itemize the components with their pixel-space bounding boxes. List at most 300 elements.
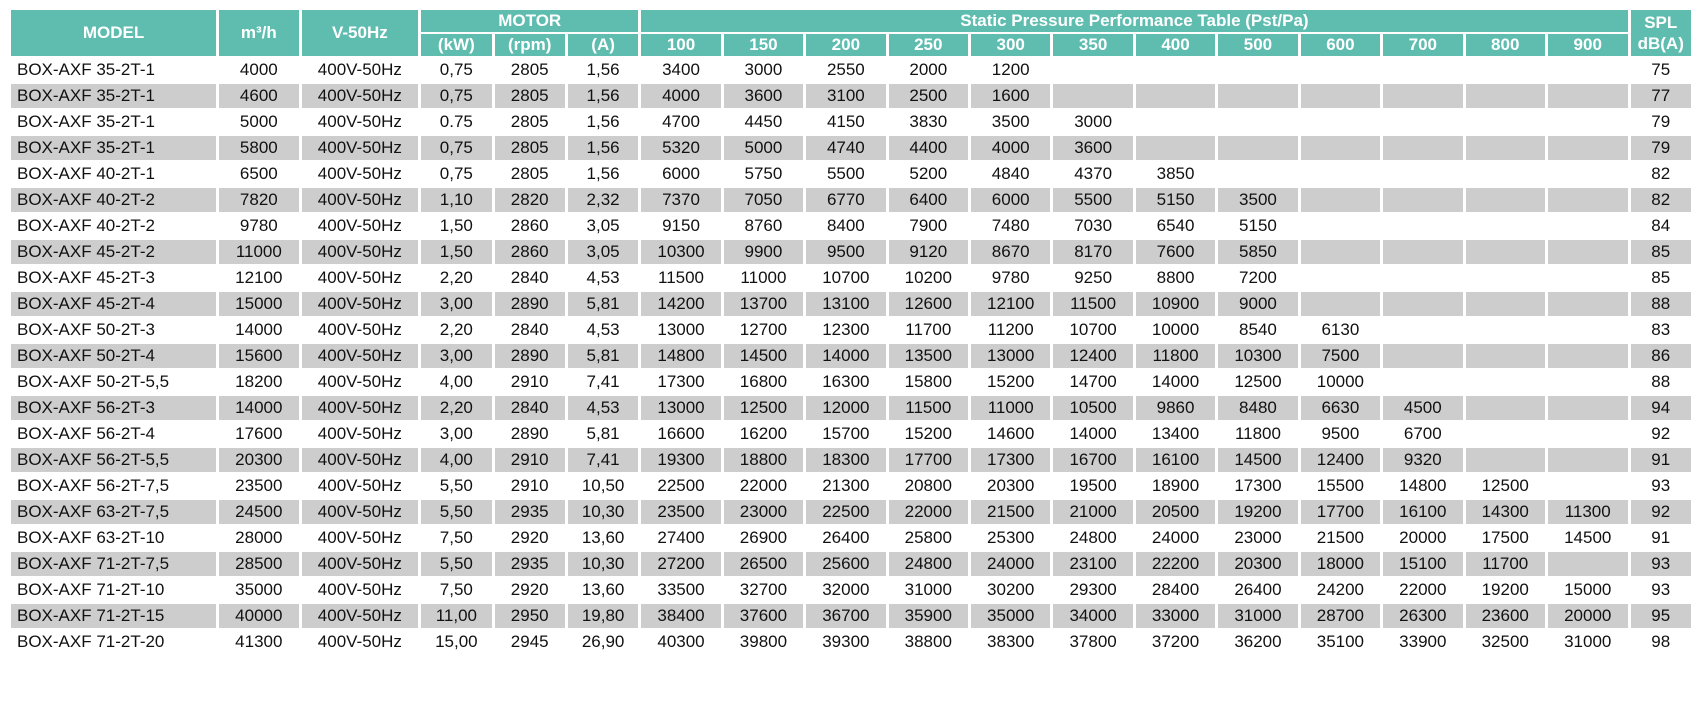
model-header: MODEL bbox=[11, 10, 216, 56]
pressure-cell: 15200 bbox=[889, 422, 968, 446]
pressure-cell: 16300 bbox=[806, 370, 885, 394]
pressure-cell: 22000 bbox=[724, 474, 803, 498]
pressure-cell: 7200 bbox=[1218, 266, 1297, 290]
pressure-cell: 25300 bbox=[971, 526, 1050, 550]
flow-cell: 5000 bbox=[219, 110, 298, 134]
flow-cell: 20300 bbox=[219, 448, 298, 472]
pressure-cell: 3600 bbox=[1053, 136, 1132, 160]
voltage-cell: 400V-50Hz bbox=[302, 526, 419, 550]
pressure-cell: 4740 bbox=[806, 136, 885, 160]
motor-rpm-cell: 2945 bbox=[495, 630, 565, 654]
pressure-cell: 35000 bbox=[971, 604, 1050, 628]
motor-kw-cell: 2,20 bbox=[421, 266, 491, 290]
model-cell: BOX-AXF 45-2T-3 bbox=[11, 266, 216, 290]
voltage-header: V-50Hz bbox=[302, 10, 419, 56]
pressure-cell bbox=[1548, 162, 1628, 186]
pressure-cell: 14800 bbox=[641, 344, 720, 368]
pressure-cell: 24800 bbox=[889, 552, 968, 576]
motor-kw-cell: 3,00 bbox=[421, 292, 491, 316]
voltage-cell: 400V-50Hz bbox=[302, 552, 419, 576]
pressure-cell: 6000 bbox=[971, 188, 1050, 212]
pressure-cell: 24200 bbox=[1301, 578, 1380, 602]
motor-rpm-cell: 2910 bbox=[495, 370, 565, 394]
pressure-cell bbox=[1301, 266, 1380, 290]
pressure-cell: 5500 bbox=[1053, 188, 1132, 212]
pressure-cell bbox=[1218, 110, 1297, 134]
pressure-cell: 28400 bbox=[1136, 578, 1215, 602]
pressure-cell: 7900 bbox=[889, 214, 968, 238]
pressure-cell bbox=[1383, 318, 1462, 342]
pressure-cell: 11000 bbox=[724, 266, 803, 290]
pressure-cell: 22000 bbox=[1383, 578, 1462, 602]
pressure-cell: 27200 bbox=[641, 552, 720, 576]
pressure-cell: 18900 bbox=[1136, 474, 1215, 498]
motor-rpm-cell: 2860 bbox=[495, 240, 565, 264]
motor-amps-cell: 4,53 bbox=[568, 266, 638, 290]
motor-amps-cell: 3,05 bbox=[568, 214, 638, 238]
pressure-cell: 14800 bbox=[1383, 474, 1462, 498]
model-cell: BOX-AXF 35-2T-1 bbox=[11, 136, 216, 160]
motor-rpm-cell: 2935 bbox=[495, 552, 565, 576]
pressure-cell bbox=[1136, 110, 1215, 134]
pressure-cell bbox=[1548, 552, 1628, 576]
pressure-cell bbox=[1301, 214, 1380, 238]
pressure-cell: 10700 bbox=[1053, 318, 1132, 342]
model-cell: BOX-AXF 63-2T-10 bbox=[11, 526, 216, 550]
flow-cell: 40000 bbox=[219, 604, 298, 628]
pressure-cell: 23000 bbox=[724, 500, 803, 524]
pressure-cell bbox=[1383, 266, 1462, 290]
motor-rpm-cell: 2840 bbox=[495, 266, 565, 290]
pressure-cell: 7050 bbox=[724, 188, 803, 212]
pressure-cell: 12700 bbox=[724, 318, 803, 342]
spl-cell: 91 bbox=[1631, 448, 1692, 472]
pressure-cell: 13400 bbox=[1136, 422, 1215, 446]
motor-rpm-cell: 2910 bbox=[495, 448, 565, 472]
pressure-cell: 6130 bbox=[1301, 318, 1380, 342]
pressure-cell: 22500 bbox=[806, 500, 885, 524]
flow-cell: 11000 bbox=[219, 240, 298, 264]
pressure-cell: 6630 bbox=[1301, 396, 1380, 420]
pressure-cell: 37200 bbox=[1136, 630, 1215, 654]
pressure-cell: 20000 bbox=[1548, 604, 1628, 628]
flow-header: m³/h bbox=[219, 10, 298, 56]
motor-kw-cell: 3,00 bbox=[421, 344, 491, 368]
table-row bbox=[11, 110, 1691, 134]
pressure-cell: 38800 bbox=[889, 630, 968, 654]
voltage-cell: 400V-50Hz bbox=[302, 422, 419, 446]
pressure-cell: 25800 bbox=[889, 526, 968, 550]
pressure-cell: 18800 bbox=[724, 448, 803, 472]
pressure-cell bbox=[1136, 84, 1215, 108]
model-cell: BOX-AXF 40-2T-2 bbox=[11, 188, 216, 212]
pressure-cell: 5200 bbox=[889, 162, 968, 186]
pressure-cell: 9500 bbox=[806, 240, 885, 264]
voltage-cell: 400V-50Hz bbox=[302, 604, 419, 628]
pressure-cell bbox=[1301, 292, 1380, 316]
pressure-cell: 7030 bbox=[1053, 214, 1132, 238]
pressure-cell: 10200 bbox=[889, 266, 968, 290]
table-row bbox=[11, 370, 1691, 394]
motor-amps-cell: 13,60 bbox=[568, 578, 638, 602]
pressure-cell: 37800 bbox=[1053, 630, 1132, 654]
pressure-cell: 6400 bbox=[889, 188, 968, 212]
spl-cell: 75 bbox=[1631, 58, 1692, 82]
pressure-cell bbox=[1218, 136, 1297, 160]
pressure-cell: 27400 bbox=[641, 526, 720, 550]
pressure-cell: 12500 bbox=[1218, 370, 1297, 394]
motor-rpm-cell: 2805 bbox=[495, 136, 565, 160]
pressure-cell: 3600 bbox=[724, 84, 803, 108]
motor-kw-cell: 7,50 bbox=[421, 526, 491, 550]
pressure-cell bbox=[1466, 84, 1545, 108]
motor-amps-cell: 1,56 bbox=[568, 110, 638, 134]
motor-rpm-cell: 2910 bbox=[495, 474, 565, 498]
pressure-cell: 14700 bbox=[1053, 370, 1132, 394]
motor-rpm-cell: 2805 bbox=[495, 162, 565, 186]
voltage-cell: 400V-50Hz bbox=[302, 266, 419, 290]
pressure-cell: 16200 bbox=[724, 422, 803, 446]
pressure-cell: 26300 bbox=[1383, 604, 1462, 628]
spl-cell: 98 bbox=[1631, 630, 1692, 654]
pressure-cell: 4450 bbox=[724, 110, 803, 134]
motor-kw-cell: 5,50 bbox=[421, 500, 491, 524]
motor-rpm-cell: 2890 bbox=[495, 344, 565, 368]
table-row bbox=[11, 344, 1691, 368]
model-cell: BOX-AXF 56-2T-3 bbox=[11, 396, 216, 420]
table-body bbox=[11, 58, 1691, 654]
flow-cell: 18200 bbox=[219, 370, 298, 394]
pressure-cell: 15700 bbox=[806, 422, 885, 446]
motor-rpm-cell: 2840 bbox=[495, 396, 565, 420]
motor-amps-cell: 4,53 bbox=[568, 318, 638, 342]
table-row bbox=[11, 552, 1691, 576]
motor-kw-cell: 0,75 bbox=[421, 58, 491, 82]
pressure-cell bbox=[1383, 292, 1462, 316]
pressure-cell: 3830 bbox=[889, 110, 968, 134]
pressure-cell: 4840 bbox=[971, 162, 1050, 186]
pressure-cell: 36200 bbox=[1218, 630, 1297, 654]
pressure-cell: 8400 bbox=[806, 214, 885, 238]
header-row-top bbox=[11, 10, 1691, 32]
pressure-cell: 5750 bbox=[724, 162, 803, 186]
pressure-cell: 19300 bbox=[641, 448, 720, 472]
motor-amps-cell: 5,81 bbox=[568, 292, 638, 316]
motor-rpm-cell: 2920 bbox=[495, 526, 565, 550]
pressure-cell: 3850 bbox=[1136, 162, 1215, 186]
pressure-cell: 5500 bbox=[806, 162, 885, 186]
voltage-cell: 400V-50Hz bbox=[302, 292, 419, 316]
model-cell: BOX-AXF 56-2T-4 bbox=[11, 422, 216, 446]
motor-amps-cell: 1,56 bbox=[568, 136, 638, 160]
voltage-cell: 400V-50Hz bbox=[302, 58, 419, 82]
pressure-cell: 36700 bbox=[806, 604, 885, 628]
motor-kw-cell: 0,75 bbox=[421, 162, 491, 186]
pressure-cell bbox=[1301, 110, 1380, 134]
pressure-cell: 4000 bbox=[971, 136, 1050, 160]
motor-amps-header: (A) bbox=[568, 34, 638, 56]
pressure-cell: 4500 bbox=[1383, 396, 1462, 420]
voltage-cell: 400V-50Hz bbox=[302, 110, 419, 134]
motor-amps-cell: 10,50 bbox=[568, 474, 638, 498]
model-cell: BOX-AXF 50-2T-3 bbox=[11, 318, 216, 342]
pressure-cell bbox=[1466, 214, 1545, 238]
pressure-cell: 19200 bbox=[1466, 578, 1545, 602]
pressure-cell: 15800 bbox=[889, 370, 968, 394]
pressure-cell: 25600 bbox=[806, 552, 885, 576]
table-row bbox=[11, 396, 1691, 420]
pressure-cell: 31000 bbox=[889, 578, 968, 602]
pressure-cell: 2000 bbox=[889, 58, 968, 82]
flow-cell: 4600 bbox=[219, 84, 298, 108]
pressure-cell: 21300 bbox=[806, 474, 885, 498]
model-cell: BOX-AXF 56-2T-5,5 bbox=[11, 448, 216, 472]
spl-cell: 92 bbox=[1631, 422, 1692, 446]
pressure-cell: 7370 bbox=[641, 188, 720, 212]
motor-kw-cell: 0,75 bbox=[421, 136, 491, 160]
voltage-cell: 400V-50Hz bbox=[302, 500, 419, 524]
pressure-cell: 18300 bbox=[806, 448, 885, 472]
pressure-cell: 15100 bbox=[1383, 552, 1462, 576]
voltage-cell: 400V-50Hz bbox=[302, 370, 419, 394]
pressure-header: 250 bbox=[889, 34, 968, 56]
pressure-cell: 33500 bbox=[641, 578, 720, 602]
voltage-cell: 400V-50Hz bbox=[302, 318, 419, 342]
pressure-cell: 24000 bbox=[1136, 526, 1215, 550]
pressure-header: 600 bbox=[1301, 34, 1380, 56]
motor-rpm-cell: 2950 bbox=[495, 604, 565, 628]
table-header bbox=[11, 10, 1691, 56]
pressure-header: 300 bbox=[971, 34, 1050, 56]
motor-amps-cell: 4,53 bbox=[568, 396, 638, 420]
flow-cell: 9780 bbox=[219, 214, 298, 238]
pressure-cell: 14500 bbox=[1218, 448, 1297, 472]
pressure-cell: 2500 bbox=[889, 84, 968, 108]
pressure-cell: 22500 bbox=[641, 474, 720, 498]
pressure-cell: 16800 bbox=[724, 370, 803, 394]
pressure-cell bbox=[1548, 188, 1628, 212]
pressure-cell bbox=[1383, 344, 1462, 368]
pressure-cell: 15000 bbox=[1548, 578, 1628, 602]
pressure-cell: 1600 bbox=[971, 84, 1050, 108]
motor-rpm-header: (rpm) bbox=[495, 34, 565, 56]
motor-rpm-cell: 2805 bbox=[495, 58, 565, 82]
voltage-cell: 400V-50Hz bbox=[302, 344, 419, 368]
pressure-cell: 9900 bbox=[724, 240, 803, 264]
pressure-cell bbox=[1466, 448, 1545, 472]
flow-cell: 5800 bbox=[219, 136, 298, 160]
motor-kw-cell: 5,50 bbox=[421, 474, 491, 498]
spl-header-label: SPL bbox=[1644, 13, 1678, 32]
pressure-cell bbox=[1383, 110, 1462, 134]
motor-kw-cell: 0,75 bbox=[421, 84, 491, 108]
pressure-cell: 11700 bbox=[1466, 552, 1545, 576]
pressure-cell: 13000 bbox=[641, 318, 720, 342]
pressure-cell: 12300 bbox=[806, 318, 885, 342]
motor-kw-cell: 15,00 bbox=[421, 630, 491, 654]
motor-amps-cell: 1,56 bbox=[568, 162, 638, 186]
pressure-cell: 13000 bbox=[641, 396, 720, 420]
pressure-cell bbox=[1548, 136, 1628, 160]
pressure-cell: 4400 bbox=[889, 136, 968, 160]
pressure-cell bbox=[1548, 318, 1628, 342]
motor-amps-cell: 10,30 bbox=[568, 500, 638, 524]
pressure-cell: 14500 bbox=[724, 344, 803, 368]
motor-kw-cell: 3,00 bbox=[421, 422, 491, 446]
pressure-cell: 7500 bbox=[1301, 344, 1380, 368]
pressure-cell bbox=[1548, 344, 1628, 368]
pressure-cell: 12000 bbox=[806, 396, 885, 420]
table-row bbox=[11, 578, 1691, 602]
pressure-cell bbox=[1466, 240, 1545, 264]
pressure-cell: 5320 bbox=[641, 136, 720, 160]
pressure-cell: 29300 bbox=[1053, 578, 1132, 602]
table-row bbox=[11, 474, 1691, 498]
spl-cell: 85 bbox=[1631, 266, 1692, 290]
pressure-cell bbox=[1383, 136, 1462, 160]
pressure-cell: 21500 bbox=[971, 500, 1050, 524]
pressure-cell: 17500 bbox=[1466, 526, 1545, 550]
pressure-cell: 11300 bbox=[1548, 500, 1628, 524]
pressure-cell: 10500 bbox=[1053, 396, 1132, 420]
table-row bbox=[11, 266, 1691, 290]
pressure-cell: 14000 bbox=[1053, 422, 1132, 446]
pressure-cell: 26900 bbox=[724, 526, 803, 550]
model-cell: BOX-AXF 45-2T-2 bbox=[11, 240, 216, 264]
pressure-cell: 5850 bbox=[1218, 240, 1297, 264]
model-cell: BOX-AXF 71-2T-10 bbox=[11, 578, 216, 602]
pressure-cell: 16700 bbox=[1053, 448, 1132, 472]
pressure-cell: 32500 bbox=[1466, 630, 1545, 654]
pressure-cell bbox=[1466, 396, 1545, 420]
motor-kw-cell: 4,00 bbox=[421, 448, 491, 472]
spl-header bbox=[1631, 10, 1692, 56]
pressure-cell bbox=[1383, 84, 1462, 108]
flow-cell: 7820 bbox=[219, 188, 298, 212]
pressure-cell: 14200 bbox=[641, 292, 720, 316]
pressure-header: 900 bbox=[1548, 34, 1628, 56]
pressure-cell: 6540 bbox=[1136, 214, 1215, 238]
pressure-cell bbox=[1136, 58, 1215, 82]
pressure-cell bbox=[1383, 162, 1462, 186]
spl-cell: 93 bbox=[1631, 474, 1692, 498]
pressure-header: 200 bbox=[806, 34, 885, 56]
table-row bbox=[11, 422, 1691, 446]
pressure-cell: 5000 bbox=[724, 136, 803, 160]
pressure-cell: 39300 bbox=[806, 630, 885, 654]
spl-cell: 85 bbox=[1631, 240, 1692, 264]
motor-amps-cell: 19,80 bbox=[568, 604, 638, 628]
motor-amps-cell: 13,60 bbox=[568, 526, 638, 550]
motor-kw-cell: 2,20 bbox=[421, 396, 491, 420]
pressure-cell: 4000 bbox=[641, 84, 720, 108]
pressure-cell: 14300 bbox=[1466, 500, 1545, 524]
pressure-cell bbox=[1548, 110, 1628, 134]
pressure-cell: 9780 bbox=[971, 266, 1050, 290]
pressure-cell bbox=[1548, 474, 1628, 498]
pressure-cell: 21500 bbox=[1301, 526, 1380, 550]
pressure-cell: 6700 bbox=[1383, 422, 1462, 446]
pressure-cell: 16100 bbox=[1383, 500, 1462, 524]
pressure-header: 350 bbox=[1053, 34, 1132, 56]
model-cell: BOX-AXF 71-2T-20 bbox=[11, 630, 216, 654]
motor-rpm-cell: 2805 bbox=[495, 110, 565, 134]
pressure-cell: 6770 bbox=[806, 188, 885, 212]
model-cell: BOX-AXF 45-2T-4 bbox=[11, 292, 216, 316]
motor-rpm-cell: 2860 bbox=[495, 214, 565, 238]
spl-cell: 82 bbox=[1631, 188, 1692, 212]
voltage-cell: 400V-50Hz bbox=[302, 396, 419, 420]
motor-kw-cell: 7,50 bbox=[421, 578, 491, 602]
voltage-cell: 400V-50Hz bbox=[302, 578, 419, 602]
pressure-cell: 16100 bbox=[1136, 448, 1215, 472]
pressure-cell bbox=[1301, 58, 1380, 82]
pressure-cell: 26500 bbox=[724, 552, 803, 576]
pressure-cell: 33000 bbox=[1136, 604, 1215, 628]
motor-kw-header: (kW) bbox=[421, 34, 491, 56]
motor-kw-cell: 1,10 bbox=[421, 188, 491, 212]
pressure-cell: 9320 bbox=[1383, 448, 1462, 472]
pressure-cell bbox=[1466, 188, 1545, 212]
pressure-cell: 12600 bbox=[889, 292, 968, 316]
pressure-cell: 4700 bbox=[641, 110, 720, 134]
pressure-cell: 12500 bbox=[724, 396, 803, 420]
pressure-cell bbox=[1383, 370, 1462, 394]
spl-cell: 91 bbox=[1631, 526, 1692, 550]
pressure-cell: 10000 bbox=[1301, 370, 1380, 394]
voltage-cell: 400V-50Hz bbox=[302, 474, 419, 498]
pressure-cell bbox=[1466, 318, 1545, 342]
pressure-cell: 11500 bbox=[641, 266, 720, 290]
pressure-cell bbox=[1383, 240, 1462, 264]
flow-cell: 6500 bbox=[219, 162, 298, 186]
pressure-cell: 23600 bbox=[1466, 604, 1545, 628]
pressure-cell: 16600 bbox=[641, 422, 720, 446]
pressure-cell: 18000 bbox=[1301, 552, 1380, 576]
pressure-cell bbox=[1548, 370, 1628, 394]
spl-cell: 84 bbox=[1631, 214, 1692, 238]
pressure-cell: 12400 bbox=[1053, 344, 1132, 368]
pressure-cell bbox=[1136, 136, 1215, 160]
pressure-cell bbox=[1301, 240, 1380, 264]
pressure-cell: 9150 bbox=[641, 214, 720, 238]
table-row bbox=[11, 500, 1691, 524]
voltage-cell: 400V-50Hz bbox=[302, 84, 419, 108]
pressure-cell: 7480 bbox=[971, 214, 1050, 238]
pressure-cell: 12100 bbox=[971, 292, 1050, 316]
pressure-cell: 5150 bbox=[1136, 188, 1215, 212]
spl-cell: 94 bbox=[1631, 396, 1692, 420]
pressure-cell bbox=[1466, 344, 1545, 368]
spl-cell: 93 bbox=[1631, 552, 1692, 576]
pressure-cell: 10700 bbox=[806, 266, 885, 290]
model-cell: BOX-AXF 71-2T-7,5 bbox=[11, 552, 216, 576]
pressure-cell: 7600 bbox=[1136, 240, 1215, 264]
spl-cell: 92 bbox=[1631, 500, 1692, 524]
table-row bbox=[11, 604, 1691, 628]
voltage-cell: 400V-50Hz bbox=[302, 240, 419, 264]
model-cell: BOX-AXF 71-2T-15 bbox=[11, 604, 216, 628]
pressure-cell: 15200 bbox=[971, 370, 1050, 394]
voltage-cell: 400V-50Hz bbox=[302, 448, 419, 472]
pressure-cell: 17700 bbox=[889, 448, 968, 472]
pressure-cell bbox=[1466, 266, 1545, 290]
motor-amps-cell: 1,56 bbox=[568, 58, 638, 82]
pressure-cell: 38300 bbox=[971, 630, 1050, 654]
pressure-cell: 30200 bbox=[971, 578, 1050, 602]
motor-amps-cell: 7,41 bbox=[568, 370, 638, 394]
performance-table bbox=[8, 8, 1694, 656]
